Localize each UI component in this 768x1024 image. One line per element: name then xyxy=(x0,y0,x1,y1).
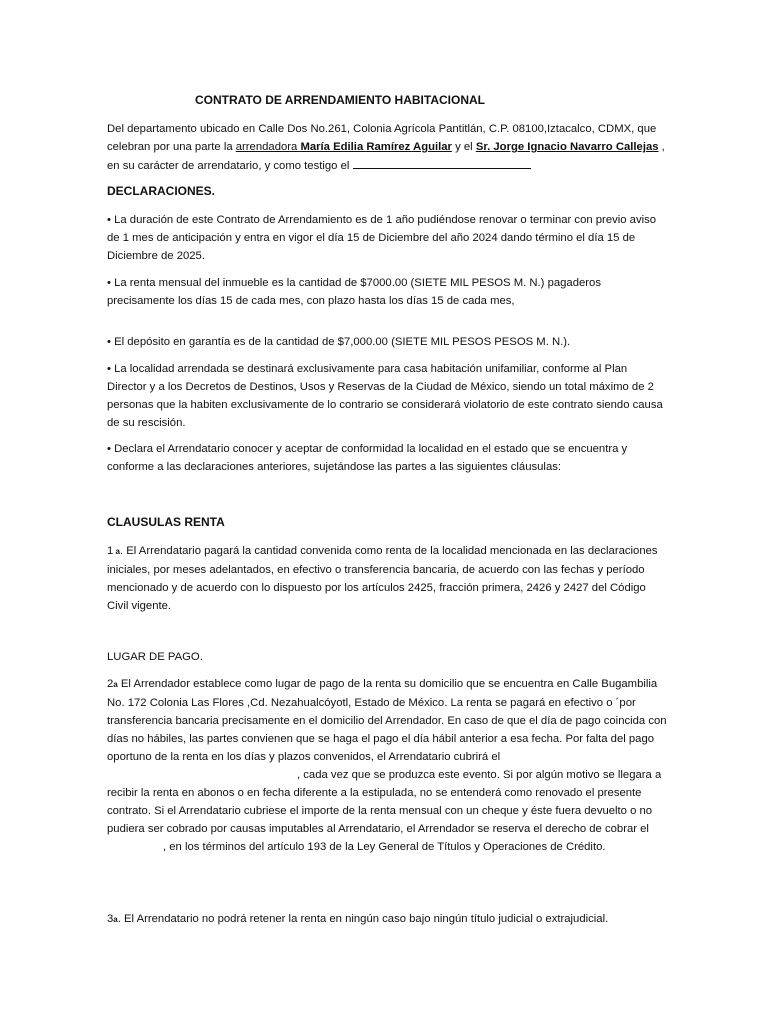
clausula-1-text: . El Arrendatario pagará la cantidad convenida como renta de la localidad mencionada en las declaraciones iniciales, por meses adelantados, en efectivo o transferencia bancaria, de acuerdo con las fechas y período mencionado y de acuerdo con lo dispuesto por los artículos 2425, fracción primera, 2426 y 2427 del Código Civil vigente. xyxy=(107,545,658,612)
intro-paragraph xyxy=(107,120,667,175)
clausula-3-ordinal: a xyxy=(113,915,118,924)
clausula-1-number: 1 xyxy=(107,545,114,557)
declaracion-2: • La renta mensual del inmueble es la cantidad de $7000.00 (SIETE MIL PESOS M. N.) pagaderos precisamente los días 15 de cada mes, con plazo hasta los días 15 de cada mes, xyxy=(107,277,601,307)
clausula-2-text-a: El Arrendador establece como lugar de pago de la renta su domicilio que se encuentra en Calle Bugambilia No. 172 Colonia Las Flores ,Cd. Nezahualcóyotl, Estado de México. La renta se pagará en efectivo o ´por transferencia bancaria precisamente en el domicilio del Arrendador. En caso de que el día de pago coincida con días no hábiles, las partes convienen que se haga el pago el día hábil anterior a esa fecha. Por falta del pago oportuno de la renta en los días y plazos convenidos, el Arrendatario cubrirá el xyxy=(107,678,667,763)
intro-text-1: Del departamento ubicado en Calle Dos No.261, Colonia Agrícola Pantitlán, C.P. 08100,Iztacalco, CDMX, que celebran por una parte la xyxy=(107,123,657,153)
lugar-de-pago-heading: LUGAR DE PAGO. xyxy=(107,651,203,663)
clausula-2-text-c: , en los términos del artículo 193 de la Ley General de Títulos y Operaciones de Crédito. xyxy=(163,841,606,853)
declaraciones-heading: DECLARACIONES. xyxy=(107,184,216,198)
witness-blank-line xyxy=(353,156,531,169)
declaracion-4: • La localidad arrendada se destinará exclusivamente para casa habitación unifamiliar, conforme al Plan Director y a los Decretos de Destinos, Usos y Reservas de la Ciudad de México, siendo un total máximo de 2 personas que la habiten exclusivamente de lo contrario se considerará violatorio de este contrato siendo causa de su rescisión. xyxy=(107,363,663,429)
clausula-2 xyxy=(107,675,667,856)
clausula-1-ordinal: a xyxy=(113,547,120,556)
declaracion-5: • Declara el Arrendatario conocer y aceptar de conformidad la localidad en el estado que se encuentra y conforme a las declaraciones anteriores, sujetándose las partes a las siguientes cláusulas: xyxy=(107,443,628,473)
clausula-2-ordinal: a xyxy=(113,680,118,689)
clausulas-heading: CLAUSULAS RENTA xyxy=(107,515,225,529)
intro-text-3: , en su carácter de arrendatario, y como testigo el xyxy=(107,141,665,172)
clausula-2-number: 2 xyxy=(107,678,114,690)
arrendadora-label: arrendadora xyxy=(235,141,301,153)
declaracion-1: • La duración de este Contrato de Arrendamiento es de 1 año pudiéndose renovar o terminar con previo aviso de 1 mes de anticipación y entra en vigor el día 15 de Diciembre del año 2024 dando término el día 15 de Diciembre de 2025. xyxy=(107,214,657,262)
arrendatario-name: Sr. Jorge Ignacio Navarro Callejas xyxy=(475,141,659,153)
declaracion-3: • El depósito en garantía es de la cantidad de $7,000.00 (SIETE MIL PESOS PESOS M. N.). xyxy=(107,336,571,348)
clausula-2-text-b: cada vez que se produzca este evento. Si por algún motivo se llegara a recibir la renta en abonos o en fecha diferente a la estipulada, no se entenderá como renovado el presente contrato. Si el Arrendatario cubriese el importe de la renta mensual con un cheque y éste fuera devuelto o no pudiera ser cobrado por causas imputables al Arrendatario, el Arrendador se reserva el derecho de cobrar el xyxy=(107,769,662,835)
intro-text-2: y el xyxy=(451,141,476,153)
clausula-3-text: . El Arrendatario no podrá retener la renta en ningún caso bajo ningún título judicial o extrajudicial. xyxy=(117,913,609,925)
clausula-2-comma: , xyxy=(297,769,301,781)
clausula-1 xyxy=(107,542,667,615)
clausula-3 xyxy=(107,910,667,929)
document-title: CONTRATO DE ARRENDAMIENTO HABITACIONAL xyxy=(195,93,485,107)
clausula-3-number: 3 xyxy=(107,913,114,925)
arrendadora-name: María Edilia Ramírez Aguilar xyxy=(300,141,452,153)
